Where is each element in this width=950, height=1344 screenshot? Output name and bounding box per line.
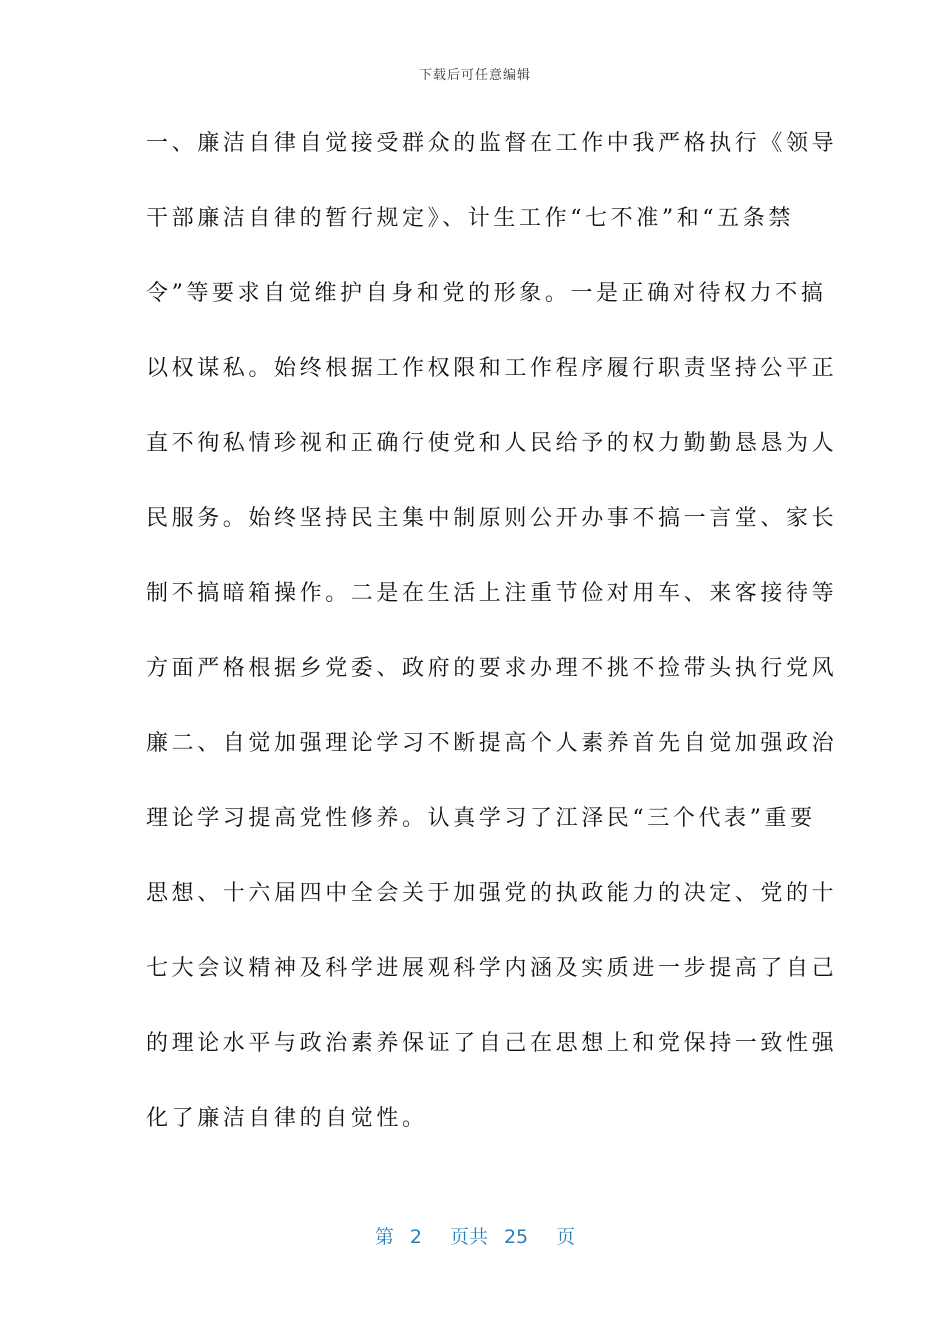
- page-number-footer: [0, 1222, 950, 1249]
- text-line: 廉二、自觉加强理论学习不断提高个人素养首先自觉加强政治: [146, 731, 838, 756]
- text-line: 的理论水平与政治素养保证了自己在思想上和党保持一致性强: [146, 1031, 838, 1056]
- text-line: 化了廉洁自律的自觉性。: [146, 1106, 428, 1131]
- current-page-number: 2: [409, 1226, 422, 1248]
- text-line: 思想、十六届四中全会关于加强党的执政能力的决定、党的十: [146, 881, 838, 906]
- text-line: 以权谋私。始终根据工作权限和工作程序履行职责坚持公平正: [146, 356, 838, 381]
- text-line: 理论学习提高党性修养。认真学习了江泽民“三个代表”重要: [146, 806, 816, 831]
- text-line: 制不搞暗箱操作。二是在生活上注重节俭对用车、来客接待等: [146, 581, 838, 606]
- text-line: 令”等要求自觉维护自身和党的形象。一是正确对待权力不搞: [146, 281, 827, 306]
- text-line: 七大会议精神及科学进展观科学内涵及实质进一步提高了自己: [146, 956, 838, 981]
- text-line: 干部廉洁自律的暂行规定》、计生工作“七不准”和“五条禁: [146, 206, 794, 231]
- text-line: 方面严格根据乡党委、政府的要求办理不挑不捡带头执行党风: [146, 656, 838, 681]
- page-header: 下载后可任意编辑: [418, 68, 531, 83]
- text-line: 民服务。始终坚持民主集中制原则公开办事不搞一言堂、家长: [146, 506, 838, 531]
- text-line: 一、廉洁自律自觉接受群众的监督在工作中我严格执行《领导: [146, 131, 838, 156]
- footer-middle: 页共: [449, 1226, 488, 1248]
- body-text: [146, 118, 838, 1168]
- text-line: 直不徇私情珍视和正确行使党和人民给予的权力勤勤恳恳为人: [146, 431, 838, 456]
- total-pages-number: 25: [503, 1226, 529, 1248]
- footer-suffix: 页: [556, 1226, 576, 1248]
- footer-prefix: 第: [374, 1226, 394, 1248]
